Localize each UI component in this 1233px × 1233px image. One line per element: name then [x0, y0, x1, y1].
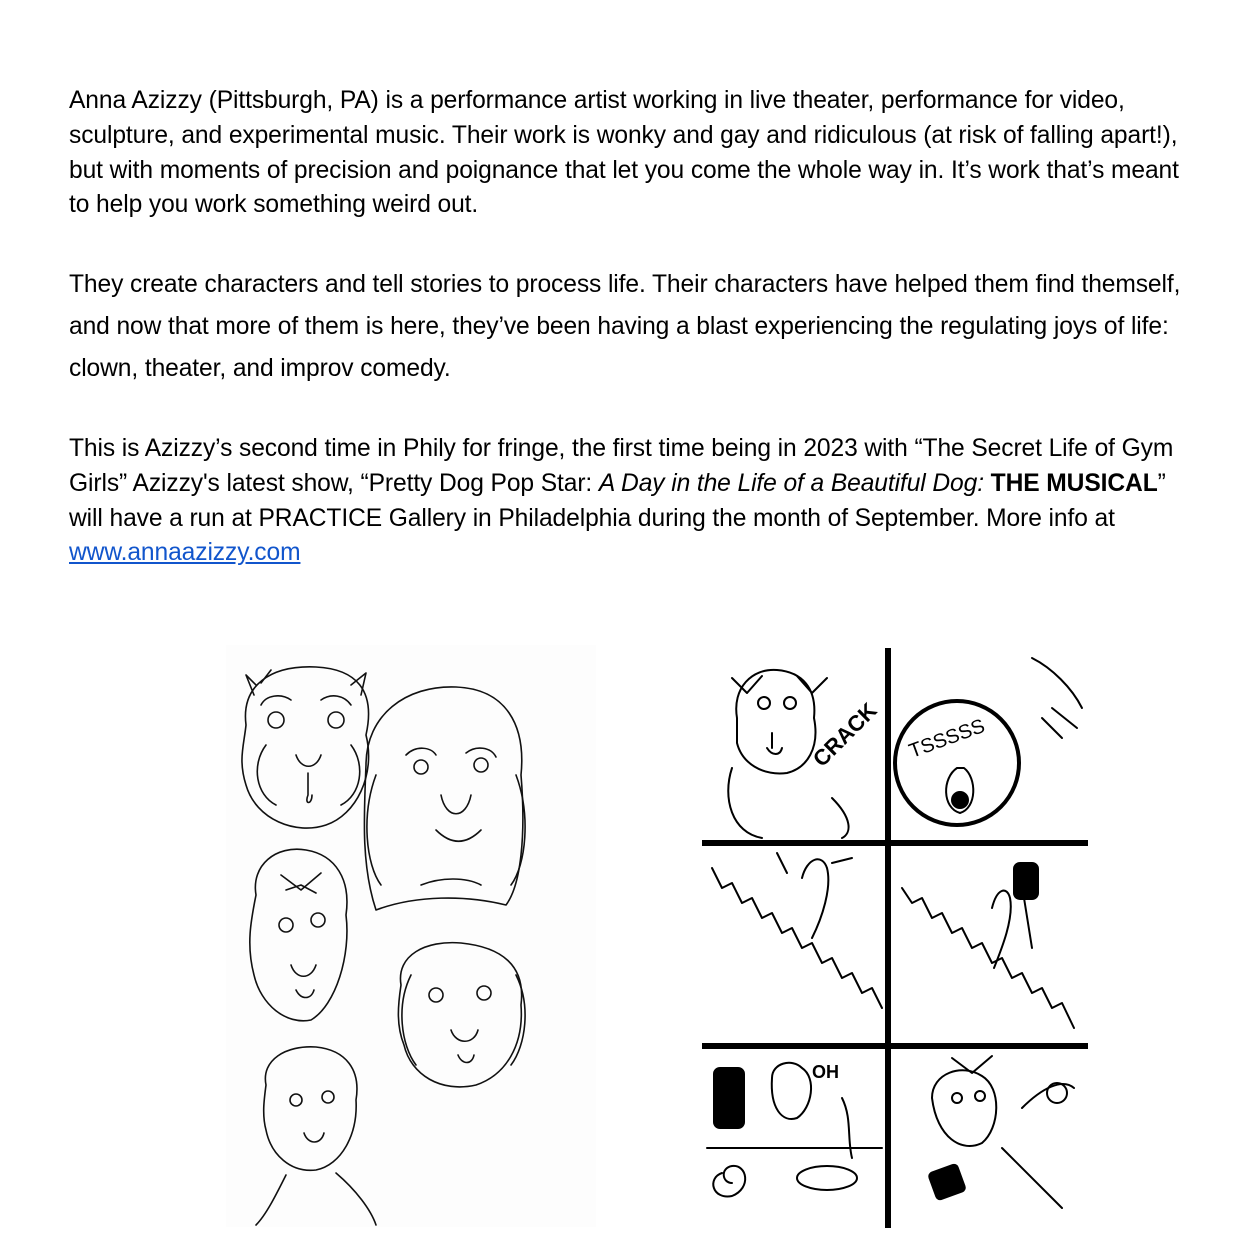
- show-title-bold: THE MUSICAL: [990, 469, 1158, 497]
- dog-sketches-drawing: [226, 645, 596, 1227]
- show-subtitle-italic: A Day in the Life of a Beautiful Dog:: [598, 469, 984, 497]
- dog-face-top-left: [242, 667, 369, 828]
- comic-panel-3: [712, 853, 882, 1008]
- comic-strip-drawing: [702, 648, 1088, 1228]
- comic-panel-6: [928, 1056, 1074, 1208]
- comic-panel-2: [895, 658, 1082, 825]
- dog-sketches-svg: [226, 645, 596, 1227]
- dog-face-middle-right: [398, 943, 525, 1087]
- comic-panel-5: [707, 1062, 882, 1196]
- dog-face-middle-left: [250, 849, 347, 1021]
- crack-sfx-text: CRACK: [807, 697, 882, 772]
- website-link[interactable]: www.annaazizzy.com: [69, 539, 301, 567]
- bio-paragraph-2: They create characters and tell stories to process life. Their characters have helped them find themself, and now that more of them is here, they’ve been having a blast experiencing the regulating joys of life: clown, theater, and improv comedy.: [69, 271, 1181, 382]
- comic-strip-svg: [702, 648, 1088, 1228]
- paragraph-3-space: [984, 470, 991, 497]
- dog-face-top-right: [364, 687, 525, 910]
- bio-paragraph-3: [69, 432, 1194, 571]
- paragraph-3-text-end: ” will have a run at PRACTICE Gallery in Philadelphia during the month of September. More info at: [69, 469, 1166, 532]
- paragraph-3-text-start: This is Azizzy’s second time in Phily for fringe, the first time being in 2023 with “The Secret Life of Gym Girls” Azizzy's latest show, “Pretty Dog Pop Star:: [69, 435, 1174, 497]
- tsss-sfx-text: TSSSSS: [906, 715, 988, 763]
- bio-paragraph-1: Anna Azizzy (Pittsburgh, PA) is a performance artist working in live theater, performance for video, sculpture, and experimental music. Their work is wonky and gay and ridiculous (at risk of falling apart!), but with moments of precision and poignance that let you come the whole way in. It’s work that’s meant to help you work something weird out.: [69, 87, 1179, 219]
- comic-panel-1: [728, 670, 882, 838]
- comic-panel-4: [902, 863, 1074, 1028]
- dog-face-bottom-left: [256, 1047, 376, 1225]
- oh-sfx-text: OH: [812, 1062, 839, 1082]
